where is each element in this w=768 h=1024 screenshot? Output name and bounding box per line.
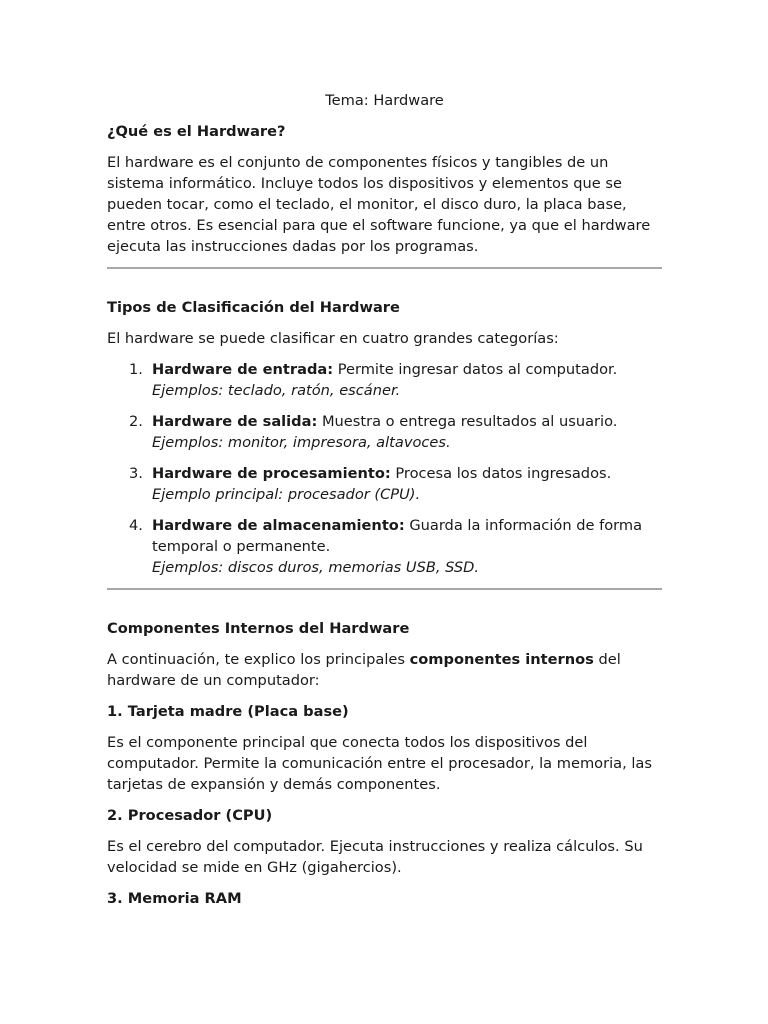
list-item-term: Hardware de almacenamiento:	[152, 517, 405, 534]
section-heading-what-is-hardware: ¿Qué es el Hardware?	[107, 123, 286, 140]
list-item-description: Permite ingresar datos al computador.	[337, 361, 618, 378]
section-divider	[107, 267, 662, 269]
list-item-example: Ejemplos: teclado, ratón, escáner.	[152, 382, 401, 399]
section-paragraph-components-intro	[107, 649, 662, 691]
intro-text-after: del hardware de un computador:	[107, 651, 621, 689]
list-item-number: 1.	[129, 361, 143, 378]
component-heading-cpu: 2. Procesador (CPU)	[107, 807, 273, 824]
list-item-example: Ejemplos: monitor, impresora, altavoces.	[152, 434, 451, 451]
list-item-example: Ejemplos: discos duros, memorias USB, SSD.	[152, 559, 480, 576]
classification-list	[107, 359, 662, 578]
list-item	[107, 411, 662, 453]
list-item-description: Muestra o entrega resultados al usuario.	[321, 413, 618, 430]
section-paragraph-definition: El hardware es el conjunto de componentes físicos y tangibles de un sistema informático. Incluye todos los dispositivos y elementos que se pueden tocar, como el teclado, el monitor, el disco duro, la placa base, entre otros. Es esencial para que el software funcione, ya que el hardware ejecuta las instrucciones dadas por los programas.	[107, 154, 651, 255]
document-title: Tema: Hardware	[325, 92, 444, 109]
section-heading-classification: Tipos de Clasificación del Hardware	[107, 299, 400, 316]
list-item-term: Hardware de entrada:	[152, 361, 334, 378]
list-item-description: Procesa los datos ingresados.	[395, 465, 612, 482]
component-heading-ram: 3. Memoria RAM	[107, 890, 242, 907]
document-body	[107, 90, 662, 919]
list-item-example: Ejemplo principal: procesador (CPU).	[152, 486, 421, 503]
list-item-number: 3.	[129, 465, 143, 482]
section-heading-internal-components: Componentes Internos del Hardware	[107, 620, 410, 637]
list-item-description: Guarda la información de forma temporal o permanente.	[152, 517, 643, 555]
component-description-cpu: Es el cerebro del computador. Ejecuta instrucciones y realiza cálculos. Su velocidad se mide en GHz (gigahercios).	[107, 838, 643, 876]
component-heading-motherboard: 1. Tarjeta madre (Placa base)	[107, 703, 349, 720]
list-item-number: 4.	[129, 517, 143, 534]
intro-text-bold: componentes internos	[409, 651, 594, 668]
section-paragraph-classification-intro: El hardware se puede clasificar en cuatro grandes categorías:	[107, 330, 559, 347]
list-item	[107, 359, 662, 401]
list-item-number: 2.	[129, 413, 143, 430]
list-item	[107, 463, 662, 505]
list-item	[107, 515, 662, 578]
list-item-term: Hardware de salida:	[152, 413, 318, 430]
list-item-term: Hardware de procesamiento:	[152, 465, 391, 482]
intro-text-before: A continuación, te explico los principales	[107, 651, 405, 668]
section-divider	[107, 588, 662, 590]
component-description-motherboard: Es el componente principal que conecta todos los dispositivos del computador. Permite la comunicación entre el procesador, la memoria, las tarjetas de expansión y demás componentes.	[107, 734, 652, 793]
